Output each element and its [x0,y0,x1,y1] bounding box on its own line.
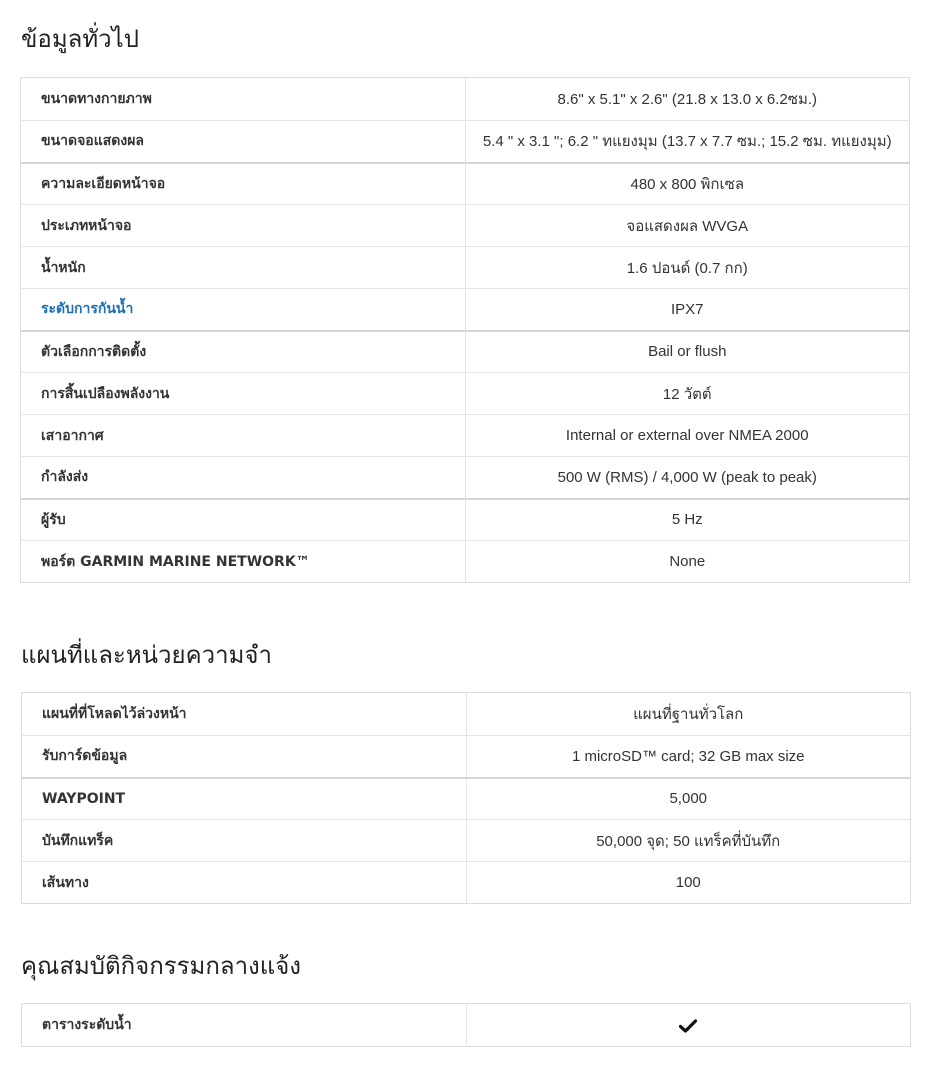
table-row [22,820,911,862]
table-row [21,331,910,373]
row-label: ตัวเลือกการติดตั้ง [21,331,466,373]
table-row [21,499,910,541]
row-value: 480 x 800 พิกเซล [465,163,910,205]
row-value: 5 Hz [465,499,910,541]
row-label: บันทึกแทร็ค [22,820,467,862]
table-row [22,736,911,778]
row-label: พอร์ต GARMIN MARINE NETWORK™ [21,541,466,583]
waterproof-rating-link[interactable]: ระดับการกันน้ำ [21,289,466,331]
row-value: 12 วัตต์ [465,373,910,415]
row-label: ความละเอียดหน้าจอ [21,163,466,205]
section-title-maps-memory: แผนที่และหน่วยความจำ [21,641,272,669]
check-icon [679,1019,697,1033]
row-label: ประเภทหน้าจอ [21,205,466,247]
row-value: IPX7 [465,289,910,331]
section-title-outdoor-features: คุณสมบัติกิจกรรมกลางแจ้ง [21,952,302,980]
row-value: 8.6" x 5.1" x 2.6" (21.8 x 13.0 x 6.2ซม.) [557,91,817,108]
row-label: น้ำหนัก [21,247,466,289]
table-row [21,247,910,289]
table-row [21,457,910,499]
section-title-general: ข้อมูลทั่วไป [21,25,139,53]
row-value: None [465,541,910,583]
table-row [22,778,911,820]
table-row [21,289,910,331]
table-row [21,163,910,205]
table-row [21,205,910,247]
row-value: 5.4 " x 3.1 "; 6.2 " ทแยงมุม (13.7 x 7.7 ซม.; 15.2 ซม. ทแยงมุม) [465,121,910,163]
row-value: 500 W (RMS) / 4,000 W (peak to peak) [465,457,910,499]
table-row [22,693,911,736]
row-label: ขนาดทางกายภาพ [21,78,466,121]
row-label: WAYPOINT [22,778,467,820]
row-value: แผนที่ฐานทั่วโลก [633,706,744,723]
row-label: ผู้รับ [21,499,466,541]
row-value: 50,000 จุด; 50 แทร็คที่บันทึก [466,820,911,862]
table-row [21,541,910,583]
general-spec-table [20,77,910,583]
row-label: กำลังส่ง [21,457,466,499]
row-label: ขนาดจอแสดงผล [21,121,466,163]
row-value: 1.6 ปอนด์ (0.7 กก) [465,247,910,289]
row-value: 5,000 [466,778,911,820]
table-row [22,862,911,904]
row-value: 100 [466,862,911,904]
row-label: รับการ์ดข้อมูล [22,736,467,778]
table-row [21,415,910,457]
maps-memory-spec-table [21,692,911,904]
row-value: จอแสดงผล WVGA [465,205,910,247]
row-label: ตารางระดับน้ำ [22,1004,467,1047]
row-label: เสาอากาศ [21,415,466,457]
row-label: เส้นทาง [22,862,467,904]
row-value [466,1004,911,1047]
table-row [22,1004,911,1047]
row-value: 1 microSD™ card; 32 GB max size [466,736,911,778]
outdoor-features-spec-table [21,1003,911,1047]
table-row [21,373,910,415]
row-value: Internal or external over NMEA 2000 [465,415,910,457]
row-label: การสิ้นเปลืองพลังงาน [21,373,466,415]
table-row [21,121,910,163]
row-label: แผนที่ที่โหลดไว้ล่วงหน้า [22,693,467,736]
row-value: Bail or flush [465,331,910,373]
table-row [21,78,910,121]
